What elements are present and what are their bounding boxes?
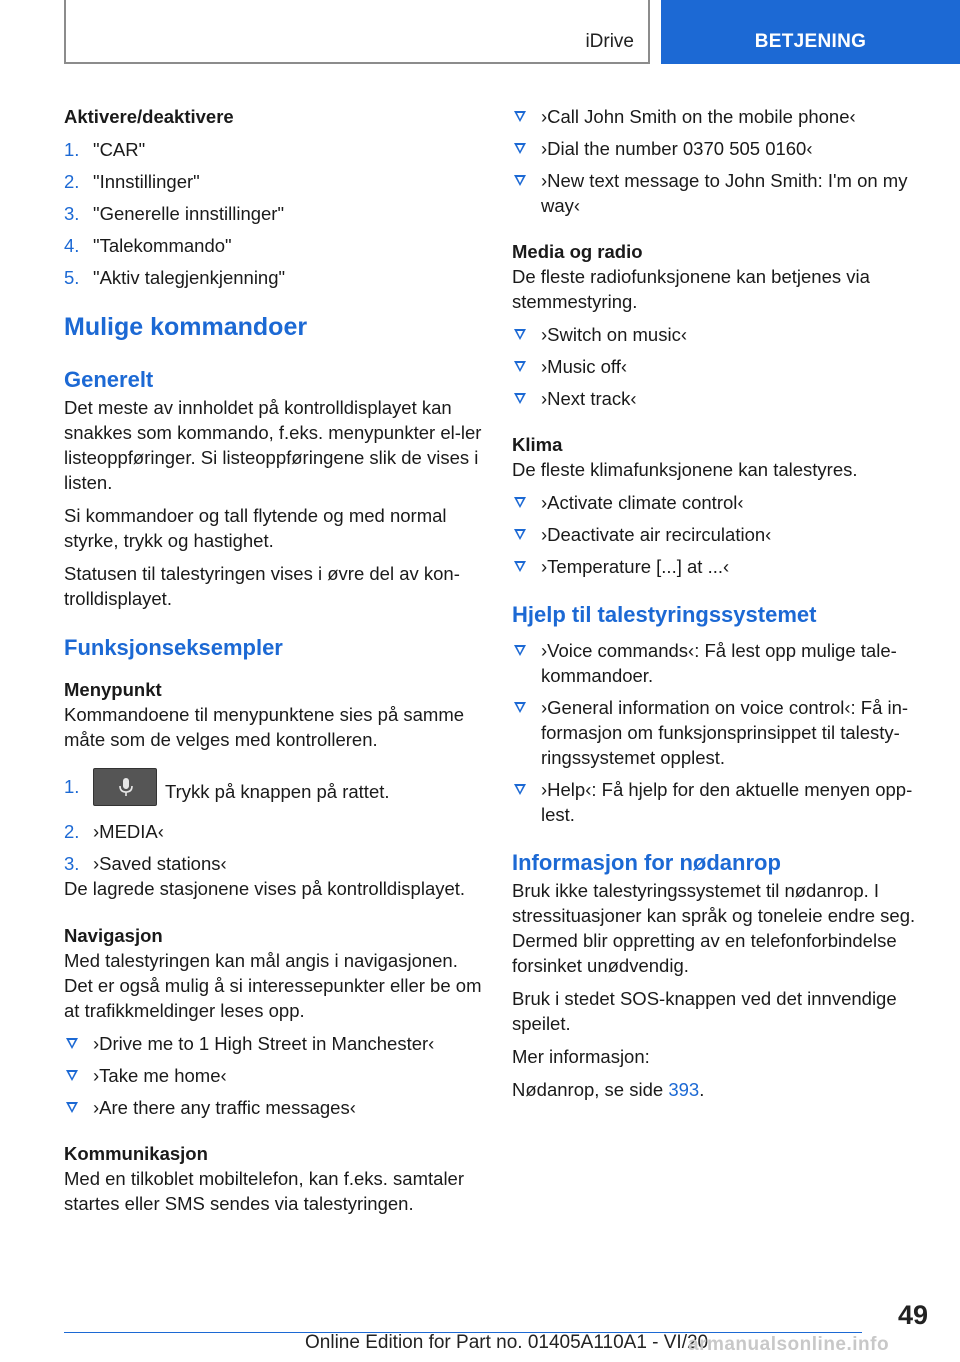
emergency-paragraph-2: Bruk i stedet SOS-knappen ved det innvendige speilet.: [512, 988, 897, 1034]
menu-steps: [64, 774, 484, 876]
emergency-paragraph-3: Mer informasjon:: [512, 1046, 650, 1067]
list-item: 1. "CAR": [64, 139, 146, 160]
triangle-bullet-icon: [514, 361, 526, 372]
list-item: 1. Trykk på knappen på rattet.: [64, 774, 484, 812]
triangle-bullet-icon: [514, 702, 526, 713]
activate-title: Aktivere/deaktivere: [64, 106, 234, 127]
list-item: 2. "Innstillinger": [64, 171, 200, 192]
steering-wheel-voice-button: [93, 768, 157, 806]
list-item: 3. ›Saved stations‹: [64, 853, 227, 874]
triangle-bullet-icon: [514, 529, 526, 540]
communication-title: Kommunikasjon: [64, 1143, 208, 1164]
triangle-bullet-icon: [514, 329, 526, 340]
general-paragraph-3: Statusen til talestyringen vises i øvre del av kon-trolldisplayet.: [64, 563, 460, 609]
help-examples: [512, 638, 932, 827]
menu-title: Menypunkt: [64, 679, 162, 700]
list-item: ›Activate climate control‹: [512, 490, 932, 515]
list-item: ›Call John Smith on the mobile phone‹: [512, 104, 932, 129]
media-title: Media og radio: [512, 241, 643, 262]
triangle-bullet-icon: [514, 143, 526, 154]
page-number: 49: [897, 1300, 928, 1330]
list-item: 2. ›MEDIA‹: [64, 821, 164, 842]
list-item: ›Music off‹: [512, 354, 932, 379]
media-paragraph: De fleste radiofunksjonene kan betjenes via stemmestyring.: [512, 266, 870, 312]
triangle-bullet-icon: [514, 111, 526, 122]
triangle-bullet-icon: [514, 561, 526, 572]
list-item: ›Switch on music‹: [512, 322, 932, 347]
list-item: ›Help‹: Få hjelp for den aktuelle menyen opp-lest.: [512, 777, 932, 827]
page-reference-link[interactable]: 393: [668, 1079, 700, 1100]
triangle-bullet-icon: [66, 1070, 78, 1081]
media-examples: [512, 322, 932, 411]
list-item: ›Next track‹: [512, 386, 932, 411]
list-item: ›General information on voice control‹: Få in-formasjon om funksjonsprinsippet til talesty-ringssystemet opplest.: [512, 695, 932, 770]
heading-help: Hjelp til talestyringssystemet: [512, 602, 817, 627]
general-paragraph-2: Si kommandoer og tall flytende og med normal styrke, trykk og hastighet.: [64, 505, 447, 551]
list-item: ›Are there any traffic messages‹: [64, 1095, 484, 1120]
climate-examples: [512, 490, 932, 579]
heading-commands: Mulige kommandoer: [64, 313, 308, 341]
list-item: ›Temperature [...] at ...‹: [512, 554, 932, 579]
list-item: ›Drive me to 1 High Street in Manchester‹: [64, 1031, 484, 1056]
triangle-bullet-icon: [66, 1102, 78, 1113]
list-item: 5. "Aktiv talegjenkjenning": [64, 267, 286, 288]
list-item: 4. "Talekommando": [64, 235, 232, 256]
microphone-icon: [116, 777, 136, 797]
menu-after: De lagrede stasjonene vises på kontrolldisplayet.: [64, 878, 466, 899]
climate-title: Klima: [512, 434, 563, 455]
list-item: ›New text message to John Smith: I'm on my way‹: [512, 168, 932, 218]
heading-emergency: Informasjon for nødanrop: [512, 850, 781, 875]
navigation-title: Navigasjon: [64, 925, 163, 946]
header-chapter-tab: BETJENING: [661, 0, 960, 64]
list-item: ›Take me home‹: [64, 1063, 484, 1088]
watermark: armanualsonline.info: [688, 1334, 890, 1355]
activate-steps: [64, 137, 484, 290]
triangle-bullet-icon: [514, 645, 526, 656]
triangle-bullet-icon: [514, 784, 526, 795]
emergency-paragraph-1: Bruk ikke talestyringssystemet til nødanrop. I stressituasjoner kan språk og toneleie endre seg. Dermed blir oppretting av en telefonforbindelse forsinket unødvendig.: [512, 880, 916, 976]
general-paragraph-1: Det meste av innholdet på kontrolldisplayet kan snakkes som kommando, f.eks. menypunkter el-ler listeoppføringer. Si listeoppføringene slik de vises i listen.: [64, 397, 482, 493]
right-column: [512, 104, 932, 1102]
triangle-bullet-icon: [514, 175, 526, 186]
climate-paragraph: De fleste klimafunksjonene kan talestyres.: [512, 459, 858, 480]
triangle-bullet-icon: [514, 393, 526, 404]
list-item: ›Deactivate air recirculation‹: [512, 522, 932, 547]
left-column: [64, 104, 484, 1216]
header-section: iDrive: [585, 31, 634, 52]
triangle-bullet-icon: [514, 497, 526, 508]
navigation-examples: [64, 1031, 484, 1120]
navigation-paragraph: Med talestyringen kan mål angis i navigasjonen. Det er også mulig å si interessepunkter eller be om at trafikkmeldinger leses opp.: [64, 950, 482, 1021]
list-item: 3. "Generelle innstillinger": [64, 203, 285, 224]
menu-paragraph: Kommandoene til menypunktene sies på samme måte som de velges med kontrolleren.: [64, 704, 465, 750]
header-bar: [64, 0, 650, 64]
communication-paragraph: Med en tilkoblet mobiltelefon, kan f.eks. samtaler startes eller SMS sendes via talestyringen.: [64, 1168, 464, 1214]
heading-examples: Funksjonseksempler: [64, 635, 283, 660]
footer-edition: Online Edition for Part no. 01405A110A1 - VI/20: [305, 1332, 709, 1353]
triangle-bullet-icon: [66, 1038, 78, 1049]
list-item: ›Dial the number 0370 505 0160‹: [512, 136, 932, 161]
communication-examples: [512, 104, 932, 218]
heading-general: Generelt: [64, 367, 154, 392]
emergency-reference: Nødanrop, se side 393.: [512, 1079, 705, 1100]
list-item: ›Voice commands‹: Få lest opp mulige tale-kommandoer.: [512, 638, 932, 688]
